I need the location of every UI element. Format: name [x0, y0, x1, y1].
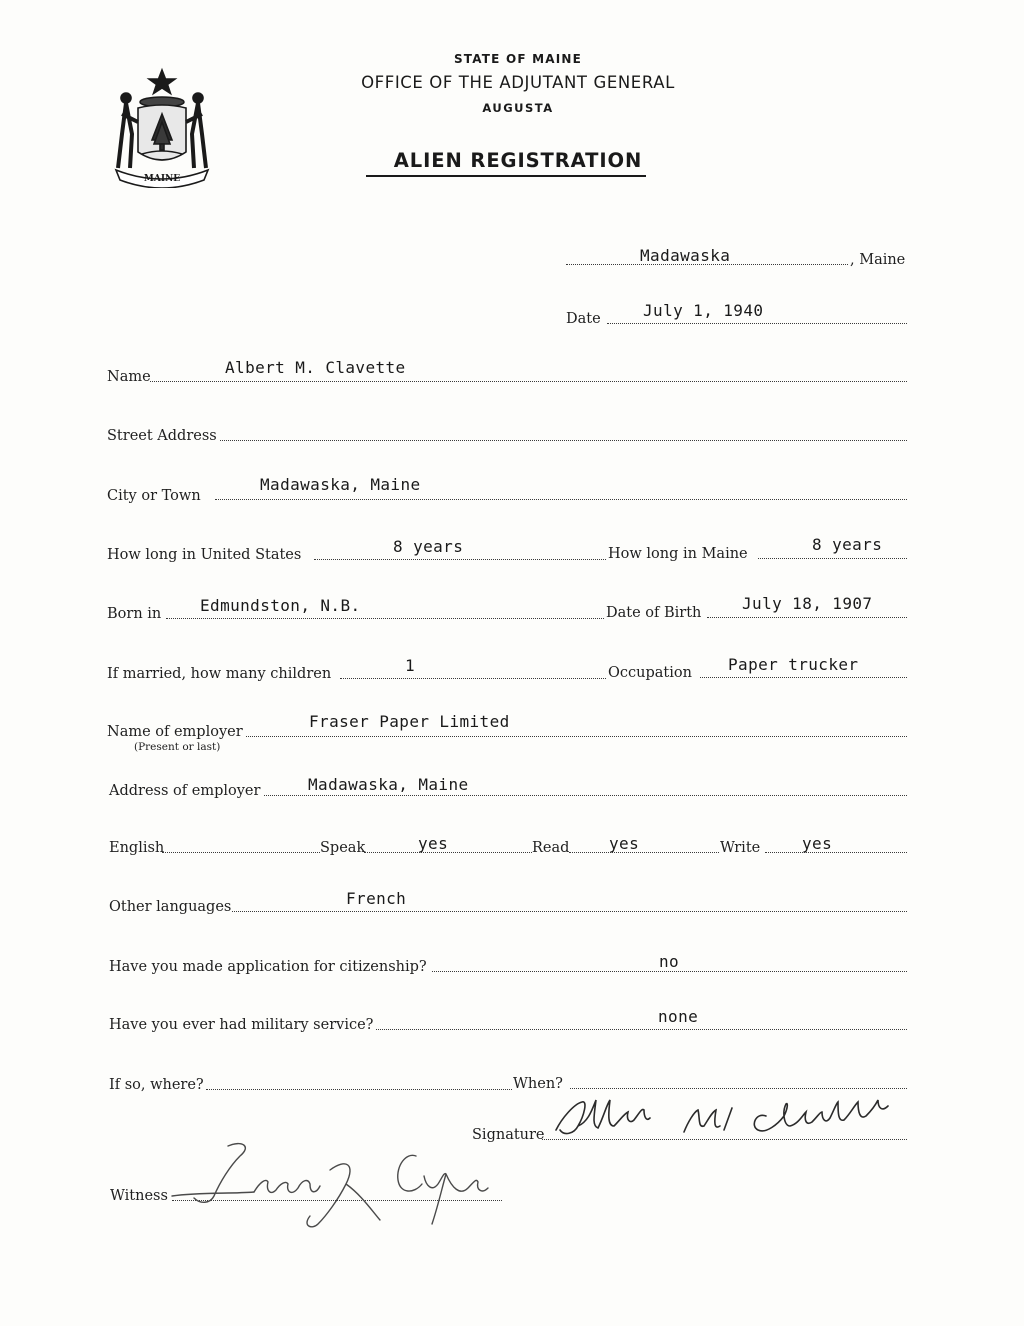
read-label: Read: [532, 840, 570, 856]
witness-label: Witness: [110, 1188, 168, 1204]
when-label: When?: [513, 1076, 563, 1092]
date-value: July 1, 1940: [643, 301, 764, 320]
header-state: STATE OF MAINE: [453, 52, 583, 66]
other-languages-label: Other languages: [109, 899, 232, 915]
date-line: [607, 323, 907, 324]
military-value: none: [658, 1007, 699, 1026]
signature-handwriting: [548, 1082, 898, 1146]
dob-value: July 18, 1907: [742, 594, 873, 613]
other-languages-value: French: [346, 889, 407, 908]
seal-motto: MAINE: [143, 174, 181, 184]
read-value: yes: [609, 834, 640, 853]
us-years-value: 8 years: [393, 537, 464, 556]
write-value: yes: [802, 834, 833, 853]
us-years-label: How long in United States: [107, 547, 302, 563]
born-in-value: Edmundston, N.B.: [200, 596, 361, 615]
born-in-label: Born in: [107, 606, 162, 622]
name-value: Albert M. Clavette: [225, 358, 406, 377]
employer-address-value: Madawaska, Maine: [308, 775, 469, 794]
write-label: Write: [720, 840, 761, 856]
city-label: City or Town: [107, 488, 201, 504]
speak-label: Speak: [320, 840, 366, 856]
town-value: Madawaska: [640, 246, 731, 265]
name-line: [150, 381, 907, 382]
maine-years-line: [758, 558, 907, 559]
form-title: ALIEN REGISTRATION: [393, 149, 643, 172]
title-underline: [366, 175, 646, 177]
speak-value: yes: [418, 834, 449, 853]
citizenship-value: no: [659, 952, 680, 971]
children-value: 1: [405, 656, 416, 675]
citizenship-label: Have you made application for citizenship?: [109, 959, 427, 975]
employer-address-line: [264, 795, 907, 796]
write-line: [765, 852, 907, 853]
employer-label: Name of employer: [107, 724, 243, 740]
dob-label: Date of Birth: [606, 605, 702, 621]
street-line: [220, 440, 907, 441]
other-languages-line: [232, 911, 907, 912]
citizenship-line: [432, 971, 907, 972]
where-label: If so, where?: [109, 1077, 204, 1093]
employer-sublabel: (Present or last): [134, 741, 221, 753]
signature-label: Signature: [472, 1127, 545, 1143]
dob-line: [707, 617, 907, 618]
english-label: English: [109, 840, 165, 856]
maine-years-label: How long in Maine: [608, 546, 748, 562]
where-line: [206, 1089, 512, 1090]
city-value: Madawaska, Maine: [260, 475, 421, 494]
children-line: [340, 678, 606, 679]
born-in-line: [166, 618, 604, 619]
english-line: [162, 852, 320, 853]
occupation-label: Occupation: [608, 665, 692, 681]
military-line: [376, 1029, 907, 1030]
name-label: Name: [107, 369, 151, 385]
occupation-value: Paper trucker: [728, 655, 859, 674]
town-suffix: , Maine: [850, 252, 906, 268]
city-line: [215, 499, 907, 500]
employer-line: [246, 736, 907, 737]
header-city: AUGUSTA: [482, 101, 554, 115]
street-label: Street Address: [107, 428, 217, 444]
date-label: Date: [566, 311, 601, 327]
employer-value: Fraser Paper Limited: [309, 712, 510, 731]
occupation-line: [700, 677, 907, 678]
read-line: [569, 852, 719, 853]
witness-handwriting: [170, 1138, 490, 1238]
military-label: Have you ever had military service?: [109, 1017, 374, 1033]
maine-years-value: 8 years: [812, 535, 883, 554]
header-office: OFFICE OF THE ADJUTANT GENERAL: [361, 73, 675, 92]
employer-address-label: Address of employer: [109, 783, 261, 799]
us-years-line: [314, 559, 606, 560]
children-label: If married, how many children: [107, 666, 332, 682]
